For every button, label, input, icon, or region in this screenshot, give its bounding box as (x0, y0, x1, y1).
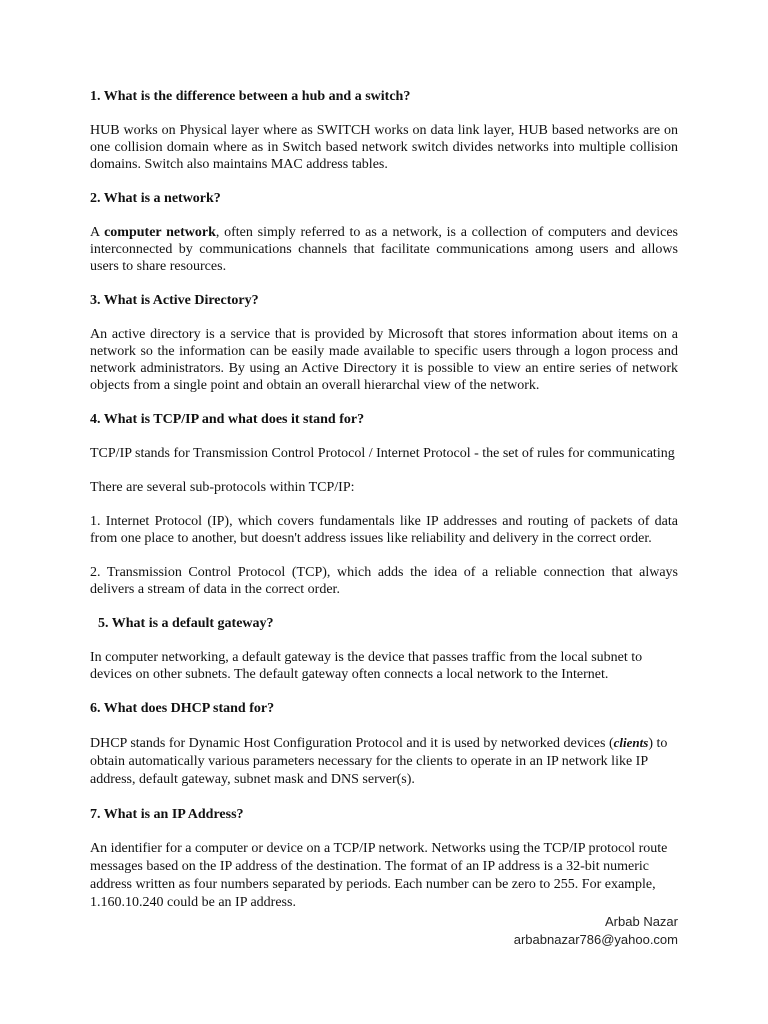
question-heading: 7. What is an IP Address? (90, 807, 244, 822)
question-heading: 6. What does DHCP stand for? (90, 701, 275, 716)
answer-paragraph: 2. Transmission Control Protocol (TCP), which adds the idea of a reliable connection that always delivers a stream of data in the correct order. (90, 565, 678, 597)
author-name: Arbab Nazar (605, 914, 678, 929)
answer-paragraph: An active directory is a service that is provided by Microsoft that stores information about items on a network so the information can be easily made available to specific users through a logon process and network administrators. By using an Active Directory it is possible to view an entire series of network objects from a single point and obtain an overall hierarchal view of the network. (90, 327, 678, 393)
answer-text: DHCP stands for Dynamic Host Configuration Protocol and it is used by networked devices ( (90, 736, 614, 751)
answer-text: A (90, 225, 105, 240)
author-signature (514, 913, 678, 949)
answer-paragraph: There are several sub-protocols within TCP/IP: (90, 480, 355, 495)
answer-paragraph: An identifier for a computer or device on a TCP/IP network. Networks using the TCP/IP protocol route messages based on the IP address of the destination. The format of an IP address is a 32-bit numeric address written as four numbers separated by periods. Each number can be zero to 255. For example, 1.160.10.240 could be an IP address. (90, 841, 668, 910)
document-body (90, 88, 678, 929)
question-heading: 5. What is a default gateway? (98, 616, 274, 631)
answer-paragraph (90, 734, 678, 789)
answer-paragraph: HUB works on Physical layer where as SWITCH works on data link layer, HUB based networks are on one collision domain where as in Switch based network switch divides networks into multiple collision domains. Switch also maintains MAC address tables. (90, 123, 678, 172)
bold-term: computer network (104, 225, 216, 240)
question-heading: 3. What is Active Directory? (90, 293, 259, 308)
author-email: arbabnazar786@yahoo.com (513, 932, 678, 947)
answer-paragraph: TCP/IP stands for Transmission Control Protocol / Internet Protocol - the set of rules for communicating (90, 446, 675, 461)
question-heading: 4. What is TCP/IP and what does it stand for? (90, 412, 365, 427)
answer-paragraph (90, 224, 678, 275)
answer-paragraph: In computer networking, a default gateway is the device that passes traffic from the local subnet to devices on other subnets. The default gateway often connects a local network to the Internet. (90, 650, 643, 682)
answer-paragraph: 1. Internet Protocol (IP), which covers fundamentals like IP addresses and routing of packets of data from one place to another, but doesn't address issues like reliability and delivery in the correct order. (90, 514, 678, 546)
question-heading: 1. What is the difference between a hub and a switch? (90, 89, 411, 104)
answer-text: , often simply referred to as a network, is a collection of computers and devices interconnected by communications channels that facilitate communications among users and allows users to share resources. (90, 225, 678, 274)
italic-term: clients (613, 735, 649, 750)
question-heading: 2. What is a network? (90, 191, 221, 206)
answer-text: ) to obtain automatically various parameters necessary for the clients to operate in an IP network like IP address, default gateway, subnet mask and DNS server(s). (90, 736, 668, 787)
